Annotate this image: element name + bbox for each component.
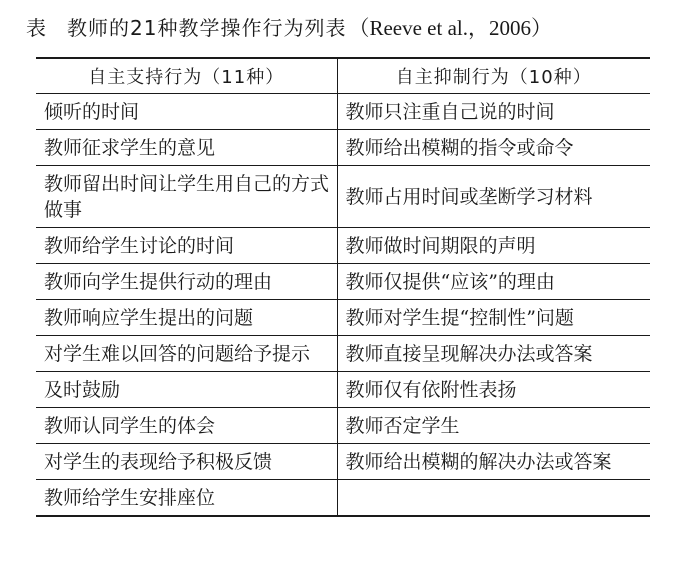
supportive-cell: 倾听的时间 (36, 94, 337, 130)
supportive-cell: 教师给学生安排座位 (44, 487, 216, 509)
supportive-cell: 教师向学生提供行动的理由 (36, 264, 337, 300)
table-row (36, 130, 650, 166)
table-row (36, 444, 650, 480)
controlling-cell: 教师只注重自己说的时间 (337, 94, 650, 130)
supportive-cell: 教师认同学生的体会 (36, 408, 337, 444)
table-row (36, 480, 650, 517)
header-row (36, 58, 650, 94)
supportive-cell: 教师留出时间让学生用自己的方式做事 (36, 166, 337, 228)
controlling-cell: 教师仅提供“应该”的理由 (337, 264, 650, 300)
controlling-cell: 教师仅有依附性表扬 (337, 372, 650, 408)
behavior-table (36, 57, 650, 517)
table-row (36, 264, 650, 300)
supportive-cell: 对学生的表现给予积极反馈 (36, 444, 337, 480)
table-row (36, 228, 650, 264)
caption-title: 教师的21种教学操作行为列表 (67, 16, 347, 40)
table-row (36, 408, 650, 444)
table-row (36, 336, 650, 372)
controlling-cell: 教师对学生提“控制性”问题 (337, 300, 650, 336)
supportive-cell: 教师给学生讨论的时间 (36, 228, 337, 264)
controlling-cell: 教师否定学生 (337, 408, 650, 444)
header-autonomy-supportive: 自主支持行为（11种） (36, 58, 337, 94)
table-caption (26, 10, 552, 46)
supportive-cell: 教师征求学生的意见 (36, 130, 337, 166)
table-row (36, 166, 650, 228)
supportive-cell: 及时鼓励 (36, 372, 337, 408)
caption-label: 表 (26, 16, 47, 40)
empty-cell (337, 480, 650, 517)
supportive-cell: 对学生难以回答的问题给予提示 (36, 336, 337, 372)
table-row (36, 372, 650, 408)
controlling-cell: 教师做时间期限的声明 (337, 228, 650, 264)
caption-citation: （Reeve et al.，2006） (348, 16, 552, 40)
controlling-cell: 教师给出模糊的解决办法或答案 (337, 444, 650, 480)
table-row (36, 94, 650, 130)
header-autonomy-controlling: 自主抑制行为（10种） (337, 58, 650, 94)
controlling-cell: 教师给出模糊的指令或命令 (337, 130, 650, 166)
supportive-cell: 教师响应学生提出的问题 (36, 300, 337, 336)
controlling-cell: 教师占用时间或垄断学习材料 (337, 166, 650, 228)
table-row (36, 300, 650, 336)
controlling-cell: 教师直接呈现解决办法或答案 (337, 336, 650, 372)
